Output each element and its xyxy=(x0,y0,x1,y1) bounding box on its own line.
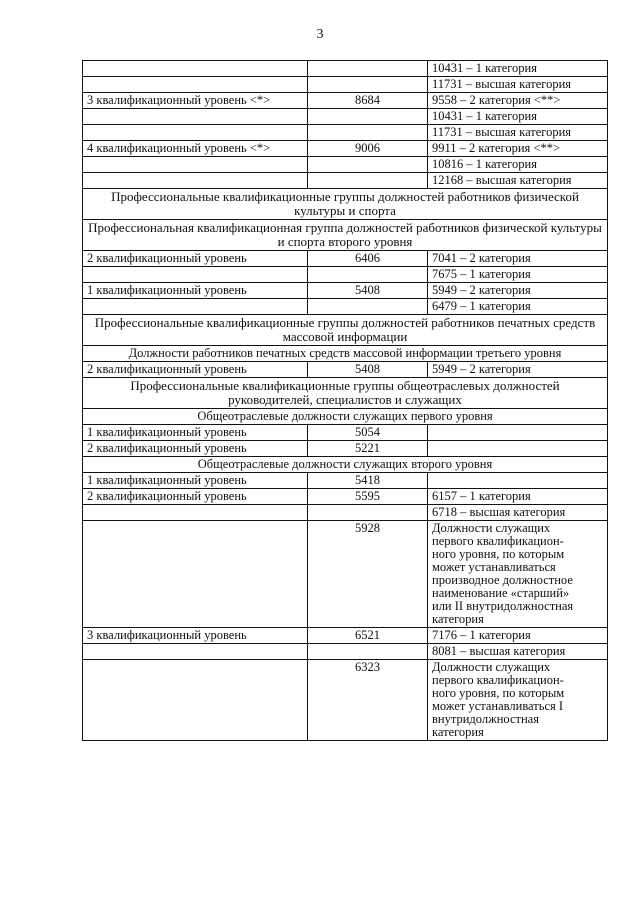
category-note: Должности служащих первого квалификацион- ного уровня, по которым может устанавливаться I внутридолжностная категория xyxy=(428,660,608,741)
table-row xyxy=(83,93,608,109)
table-cell: 11731 – высшая категория xyxy=(428,77,608,93)
table-cell: 11731 – высшая категория xyxy=(428,125,608,141)
table-cell: 10816 – 1 категория xyxy=(428,157,608,173)
table-cell xyxy=(428,473,608,489)
subsection-heading-general-level-2: Общеотраслевые должности служащих второго уровня xyxy=(83,457,608,473)
table-cell xyxy=(308,157,428,173)
table-row xyxy=(83,173,608,189)
table-row xyxy=(83,505,608,521)
table-cell xyxy=(83,125,308,141)
table-cell xyxy=(83,521,308,628)
table-row xyxy=(83,251,608,267)
table-cell: 5408 xyxy=(308,362,428,378)
table-cell: 1 квалификационный уровень xyxy=(83,283,308,299)
table-cell xyxy=(83,644,308,660)
table-cell xyxy=(83,267,308,283)
table-cell: 2 квалификационный уровень xyxy=(83,251,308,267)
table-row xyxy=(83,473,608,489)
subsection-heading-sport-level-2: Профессиональная квалификационная группа должностей работников физической культуры и спорта второго уровня xyxy=(83,220,608,251)
section-heading-media: Профессиональные квалификационные группы должностей работников печатных средств массовой информации xyxy=(83,315,608,346)
table-cell xyxy=(83,77,308,93)
table-cell: 7041 – 2 категория xyxy=(428,251,608,267)
table-row xyxy=(83,425,608,441)
table-row xyxy=(83,362,608,378)
table-cell: 6718 – высшая категория xyxy=(428,505,608,521)
table-cell xyxy=(308,173,428,189)
table-cell xyxy=(308,299,428,315)
table-cell xyxy=(308,109,428,125)
page-number: 3 xyxy=(316,27,324,42)
table-cell: 5408 xyxy=(308,283,428,299)
table-cell: 10431 – 1 категория xyxy=(428,61,608,77)
category-note: Должности служащих первого квалификацион- ного уровня, по которым может устанавливаться производное должностное наименование «старший» или II внутридолжностная категория xyxy=(428,521,608,628)
table-row xyxy=(83,109,608,125)
table-cell xyxy=(83,299,308,315)
table-cell: 12168 – высшая категория xyxy=(428,173,608,189)
table-cell xyxy=(308,267,428,283)
salary-value: 6323 xyxy=(308,660,428,741)
table-cell: 6157 – 1 категория xyxy=(428,489,608,505)
table-cell: 7176 – 1 категория xyxy=(428,628,608,644)
table-cell: 8081 – высшая категория xyxy=(428,644,608,660)
table-cell: 1 квалификационный уровень xyxy=(83,425,308,441)
table-cell xyxy=(308,125,428,141)
table-row xyxy=(83,267,608,283)
table-cell: 8684 xyxy=(308,93,428,109)
table-row xyxy=(83,299,608,315)
table-cell: 5595 xyxy=(308,489,428,505)
table-row xyxy=(83,628,608,644)
table-cell: 3 квалификационный уровень xyxy=(83,628,308,644)
table-cell xyxy=(308,61,428,77)
table-cell xyxy=(83,157,308,173)
table-cell: 2 квалификационный уровень xyxy=(83,441,308,457)
section-heading-general: Профессиональные квалификационные группы общеотраслевых должностей руководителей, специалистов и служащих xyxy=(83,378,608,409)
table-cell: 2 квалификационный уровень xyxy=(83,489,308,505)
table-cell: 5054 xyxy=(308,425,428,441)
table-cell: 7675 – 1 категория xyxy=(428,267,608,283)
subsection-heading-general-level-1: Общеотраслевые должности служащих первого уровня xyxy=(83,409,608,425)
table-row xyxy=(83,660,608,741)
table-row xyxy=(83,441,608,457)
table-cell xyxy=(83,109,308,125)
table-cell xyxy=(83,505,308,521)
table-row xyxy=(83,61,608,77)
table-cell: 5418 xyxy=(308,473,428,489)
table-cell: 10431 – 1 категория xyxy=(428,109,608,125)
table-cell: 6521 xyxy=(308,628,428,644)
table-cell xyxy=(83,173,308,189)
section-heading-sport: Профессиональные квалификационные группы должностей работников физической культуры и спорта xyxy=(83,189,608,220)
table-cell: 2 квалификационный уровень xyxy=(83,362,308,378)
table-cell xyxy=(428,441,608,457)
table-cell xyxy=(308,505,428,521)
table-row xyxy=(83,644,608,660)
table-cell xyxy=(83,660,308,741)
salary-table xyxy=(82,60,608,741)
table-cell: 6479 – 1 категория xyxy=(428,299,608,315)
table-row xyxy=(83,157,608,173)
table-cell: 9911 – 2 категория <**> xyxy=(428,141,608,157)
table-row xyxy=(83,283,608,299)
table-cell xyxy=(428,425,608,441)
table-cell: 9006 xyxy=(308,141,428,157)
table-cell: 3 квалификационный уровень <*> xyxy=(83,93,308,109)
table-cell xyxy=(83,61,308,77)
table-cell: 6406 xyxy=(308,251,428,267)
table-cell: 5949 – 2 категория xyxy=(428,362,608,378)
table-row xyxy=(83,77,608,93)
table-cell xyxy=(308,644,428,660)
table-row xyxy=(83,125,608,141)
table-cell xyxy=(308,77,428,93)
table-cell: 1 квалификационный уровень xyxy=(83,473,308,489)
table-cell: 5221 xyxy=(308,441,428,457)
table-row xyxy=(83,521,608,628)
table-row xyxy=(83,141,608,157)
salary-value: 5928 xyxy=(308,521,428,628)
table-row xyxy=(83,489,608,505)
table-cell: 9558 – 2 категория <**> xyxy=(428,93,608,109)
subsection-heading-media-level-3: Должности работников печатных средств массовой информации третьего уровня xyxy=(83,346,608,362)
table-cell: 5949 – 2 категория xyxy=(428,283,608,299)
table-cell: 4 квалификационный уровень <*> xyxy=(83,141,308,157)
